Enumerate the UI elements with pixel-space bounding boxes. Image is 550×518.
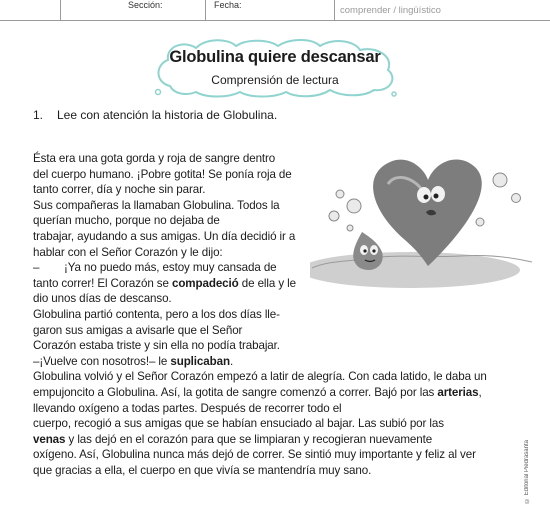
story-line [33,354,533,370]
instruction-text: Lee con atención la historia de Globulina. [57,108,278,122]
story-fragment: tanto correr! El Corazón se [33,276,172,290]
story-fragment: ¡Ya no puedo más, estoy muy cansada de [64,261,277,275]
story-fragment: empujoncito a Globulina. Así, la gotita de sangre comenzó a correr. Bajó por las [33,385,438,399]
header-divider [334,0,335,20]
title-cloud-frame [150,36,400,98]
story-line: dio unos días de descanso. [33,292,172,306]
header-divider [60,0,61,20]
story-line: Ésta era una gota gorda y roja de sangre dentro [33,152,276,165]
story-line [33,260,533,276]
story-text [33,151,533,478]
instruction [33,108,277,122]
dialogue-dash: – [33,261,40,275]
story-line: garon sus amigas a avisarle que el Señor [33,323,243,337]
story-line: Globulina volvió y el Señor Corazón empezó a latir de alegría. Con cada latido, le daba un [33,370,487,384]
story-line: Globulina partió contenta, pero a los dos días lle- [33,307,280,321]
vocab-word: suplicaban [170,354,230,368]
vocab-word: arterias [437,385,479,399]
story-line [33,276,533,292]
instruction-number: 1. [33,108,44,122]
vocab-word: compadeció [171,276,239,290]
publisher-credit: © Editorial Piedrasanta [524,440,530,504]
story-fragment: de ella y le [238,276,296,290]
story-line: del cuerpo humano. ¡Pobre gotita! Se ponía roja de [33,167,292,181]
story-line: llevando oxígeno a todas partes. Después de recorrer todo el [33,401,342,415]
story-fragment: . [229,354,234,368]
story-line: cuerpo, recogió a sus amigas que se habían ensuciado al bajar. Las subió por las [33,417,444,431]
story-line [33,432,533,448]
story-line: oxígeno. Así, Globulina nunca más dejó de correr. Se sintió muy importante y feliz al ver [33,448,476,462]
story-fragment: y las dejó en el corazón para que se limpiaran y recogieran nuevamente [65,432,433,446]
story-line: Corazón estaba triste y sin ella no podía trabajar. [33,339,280,353]
vocab-word: venas [33,432,66,446]
page-subtitle: Comprensión de lectura [211,73,339,87]
story-line: hablar con el Señor Corazón y le dijo: [33,245,223,259]
worksheet-header [0,0,550,21]
header-divider [205,0,206,20]
story-fragment: –¡Vuelve con nosotros!– le [33,354,171,368]
story-line: trabajar, ayudando a sus amigas. Un día decidió ir a [33,229,296,243]
story-line: que gracias a ella, el cuerpo en que vivía se mantendría muy sano. [33,463,372,477]
story-line: querían mucho, porque no dejaba de [33,214,220,228]
story-line [33,385,533,401]
story-line: Sus compañeras la llamaban Globulina. Todos la [33,198,280,212]
date-label: Fecha: [214,0,242,10]
section-label: Sección: [128,0,163,10]
page-title: Globulina quiere descansar [169,48,381,66]
skill-tag: comprender / lingüístico [340,5,441,16]
story-fragment: , [478,385,482,399]
story-line: tanto correr, día y noche sin parar. [33,183,206,197]
